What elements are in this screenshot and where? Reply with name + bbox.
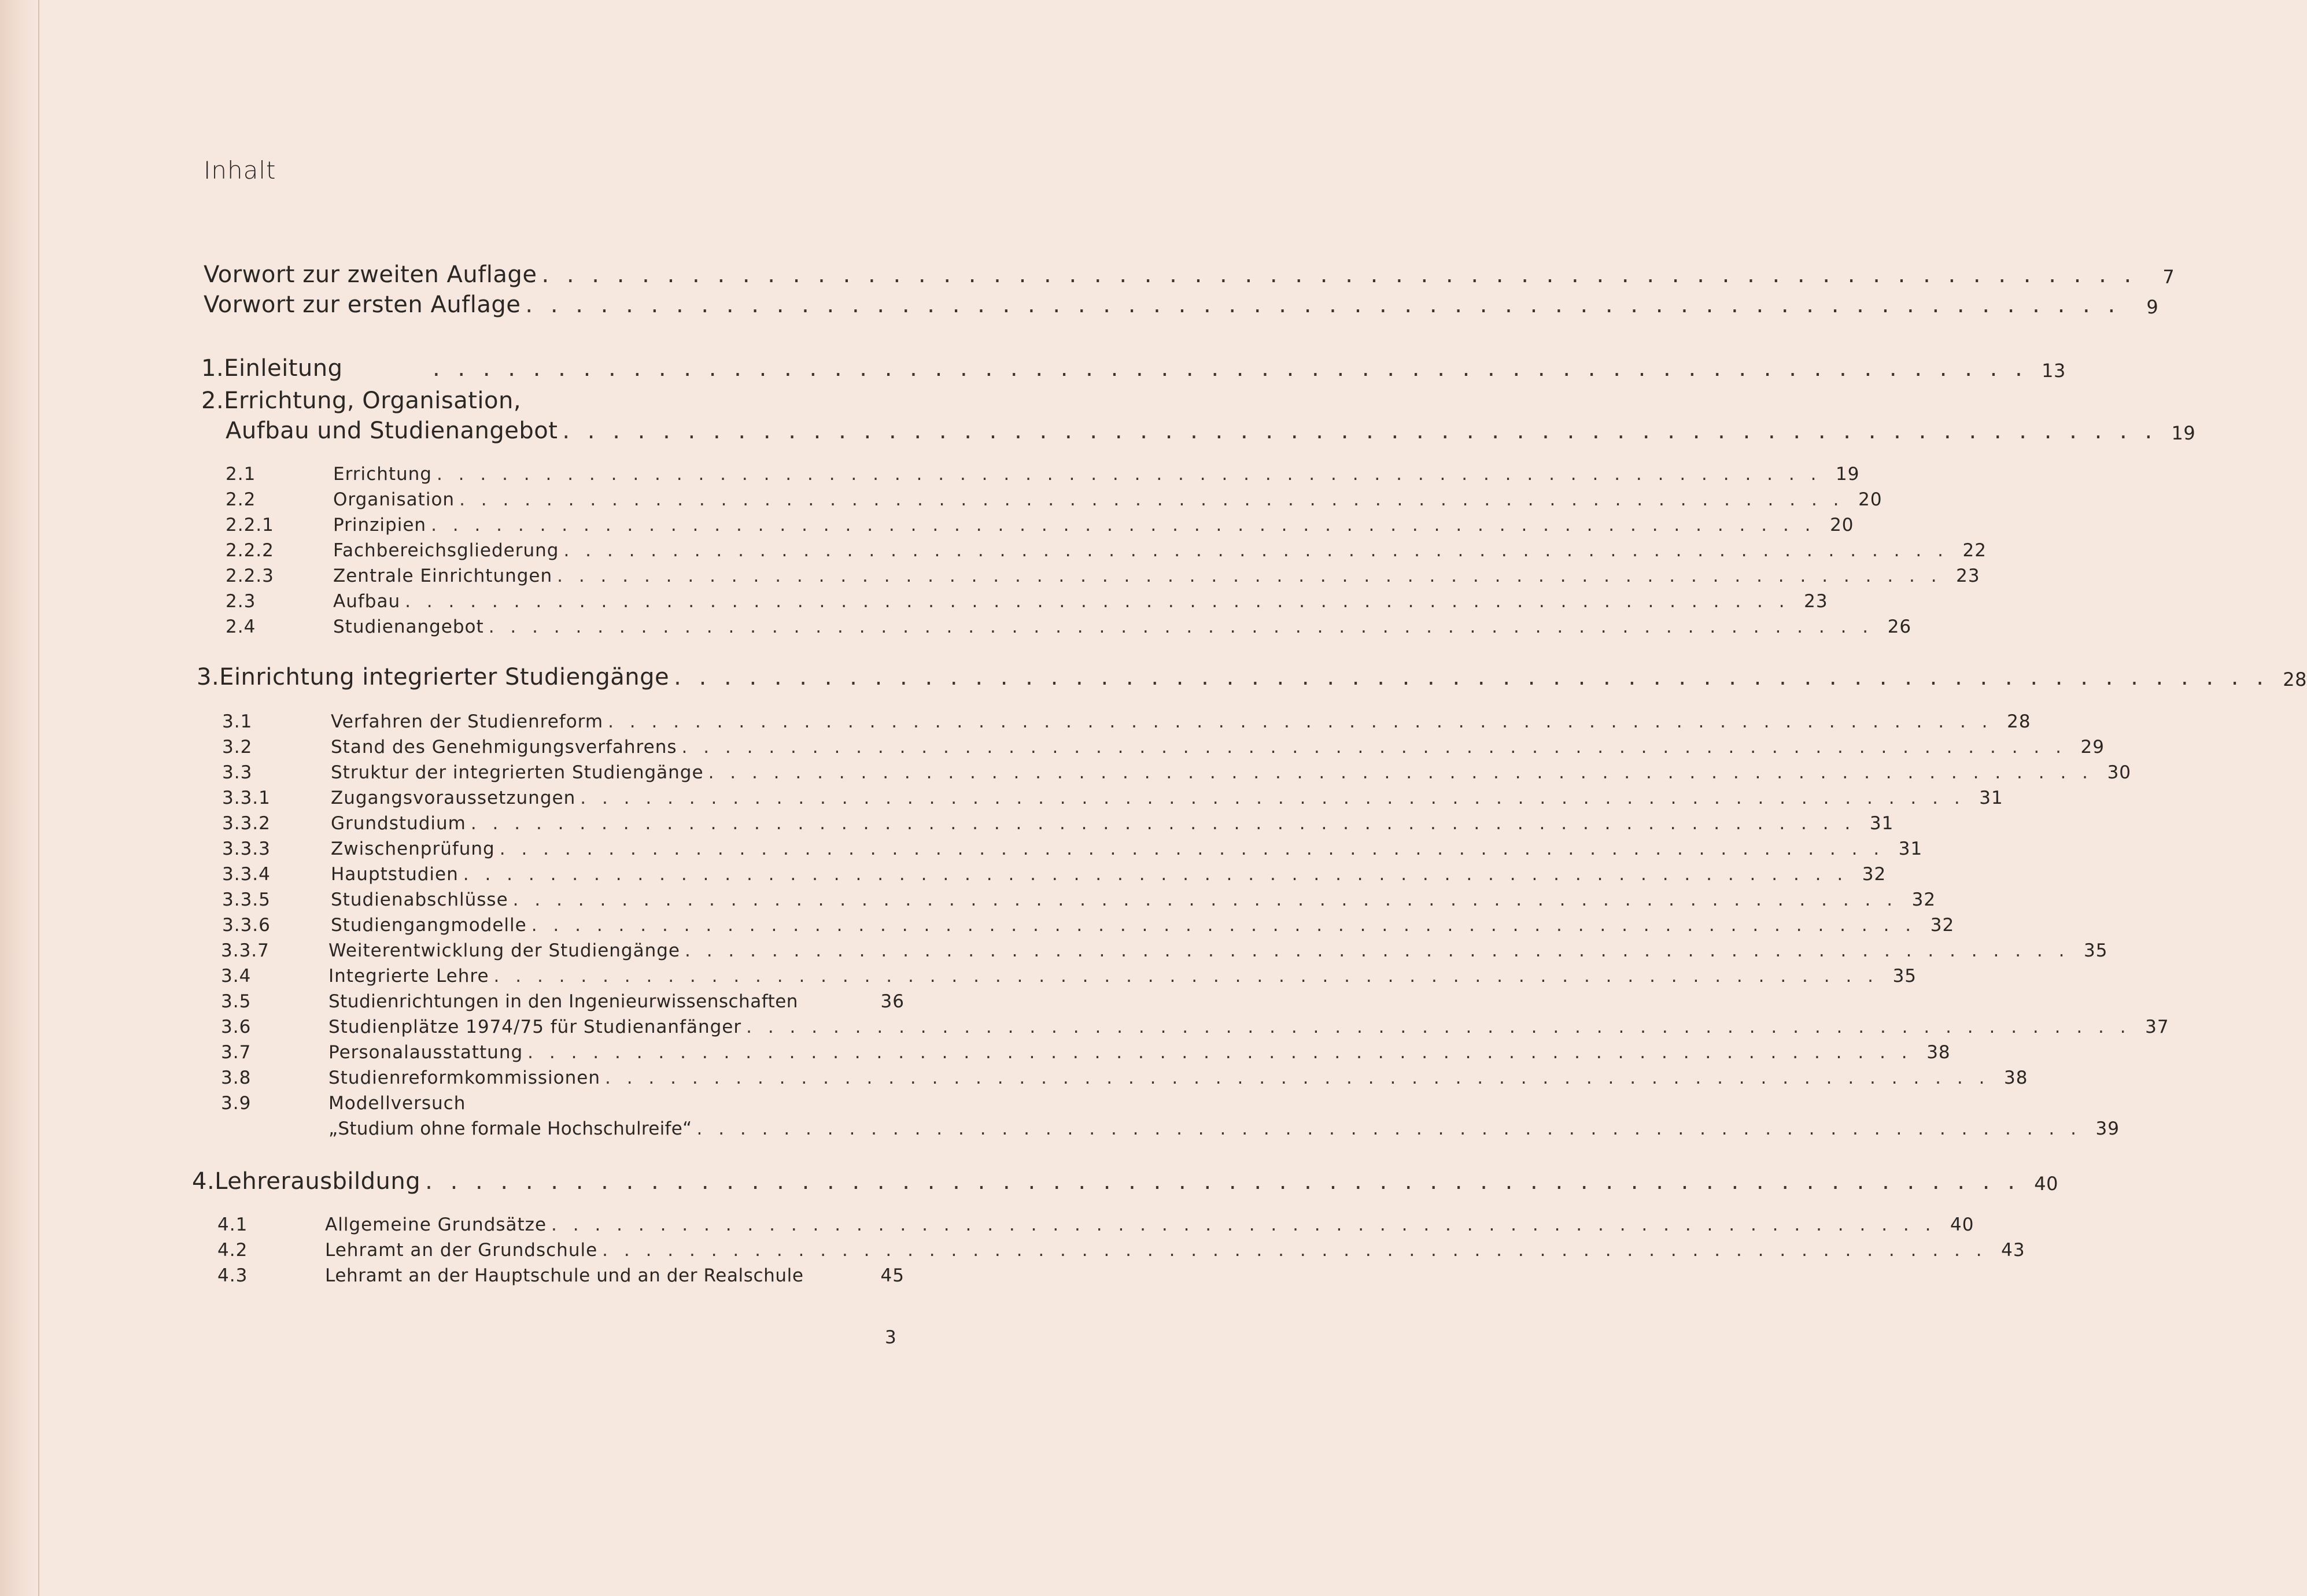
toc-leader-dots: . . . . . . . . . . . . . . . . . . . . . . . . . . . . . . . . . . . . . . . . . . . . . . . . . . . . . . . . . . . . . . . . [602,1240,1987,1261]
toc-entry-number: 3.3.4 [222,864,271,885]
toc-entry [226,489,1882,510]
toc-entry-title: Integrierte Lehre [328,966,489,987]
toc-entry [222,711,2031,732]
toc-entry-page: 31 [1869,813,1894,834]
toc-entry-title: „Studium ohne formale Hochschulreife“ [328,1118,692,1139]
toc-entry-number: 2.2.1 [226,515,274,535]
toc-chapter-title: 4.Lehrerausbildung [192,1168,421,1195]
toc-entry [226,591,1828,612]
toc-entry-number: 4.2 [217,1240,248,1261]
toc-entry-title: Allgemeine Grundsätze [325,1214,547,1235]
toc-entry-title: Modellversuch [328,1093,466,1114]
toc-entry-title: Studienrichtungen in den Ingenieurwissenschaften [328,991,798,1012]
toc-entry-number: 3.3 [222,762,253,783]
toc-entry-page: 35 [1892,966,1917,987]
toc-entry-page: 19 [1835,464,1860,485]
toc-entry [222,737,2105,758]
toc-leader-dots: . . . . . . . . . . . . . . . . . . . . . . . . . . . . . . . . . . . . . . . . . . . . . . . . . . . . . . . . . . . . . . . . [493,966,1879,987]
toc-entry-number: 3.3.2 [222,813,271,834]
toc-leader-dots: . . . . . . . . . . . . . . . . . . . . . . . . . . . . . . . . . . . . . . . . . . . . . . . . . . . . . . . . . . . . . . . . [499,838,1885,859]
toc-entry-title: Zugangsvoraussetzungen [331,788,576,808]
toc-leader-dots: . . . . . . . . . . . . . . . . . . . . . . . . . . . . . . . . . . . . . . . . . . . . . . . . . . . . . . . . . . . . . . . . [551,1214,1936,1235]
toc-entry-page: 39 [2095,1118,2120,1139]
toc-leader-dots: . . . . . . . . . . . . . . . . . . . . . . . . . . . . . . . . . . . . . . . . . . . . . . . . . . . . . . . . . . . . . . . . [746,1017,2131,1037]
book-gutter-line [38,0,39,1596]
toc-leader-dots: . . . . . . . . . . . . . . . . . . . . . . . . . . . . . . . . . . . . . . . . . . . . . . . . . . . . . . . . . . . . . . . . [512,889,1898,910]
toc-entry [226,616,1912,637]
toc-leader-dots: . . . . . . . . . . . . . . . . . . . . . . . . . . . . . . . . . . . . . . . . . . . . . . . . . . . . . . . . . . . . . . . . [431,515,1816,535]
toc-entry-page: 32 [1930,915,1955,936]
toc-leader-dots: . . . . . . . . . . . . . . . . . . . . . . . . . . . . . . . . . . . . . . . . . . . . . . . . . . . . . . . . . . . . . . . . [433,355,2028,382]
toc-entry-number: 3.9 [221,1093,252,1114]
toc-entry-page: 23 [1804,591,1828,612]
toc-entry-title: Studienabschlüsse [331,889,508,910]
toc-entry-title: Aufbau [333,591,401,612]
toc-entry-page: 36 [880,991,905,1012]
toc-entry-page: 29 [2080,737,2105,758]
toc-entry-number: 2.2 [226,489,256,510]
toc-entry [221,966,1917,987]
toc-entry-title: Studienplätze 1974/75 für Studienanfänger [328,1017,742,1037]
toc-entry-number: 3.1 [222,711,253,732]
toc-leader-dots: . . . . . . . . . . . . . . . . . . . . . . . . . . . . . . . . . . . . . . . . . . . . . . . . . . . . . . . . . . . . . . . . [696,1118,2081,1139]
toc-entry-number: 2.2.3 [226,566,274,586]
toc-chapter-page: 19 [2171,422,2196,444]
toc-entry-title: Fachbereichsgliederung [333,540,559,561]
toc-leader-dots: . . . . . . . . . . . . . . . . . . . . . . . . . . . . . . . . . . . . . . . . . . . . . . . . . . . . . . . . . . . . . . . . [557,566,1942,586]
toc-entry-number: 3.7 [221,1042,252,1063]
toc-entry-page: 20 [1858,489,1882,510]
toc-entry [222,838,1923,859]
toc-leader-dots: . . . . . . . . . . . . . . . . . . . . . . . . . . . . . . . . . . . . . . . . . . . . . . . . . . . . . . . . . . . . . . . . [531,915,1917,936]
toc-leader-dots: . . . . . . . . . . . . . . . . . . . . . . . . . . . . . . . . . . . . . . . . . . . . . . . . . . . . . . . . . . . . . . . . [459,489,1844,510]
toc-entry-page: 45 [880,1265,905,1286]
toc-leader-dots: . . . . . . . . . . . . . . . . . . . . . . . . . . . . . . . . . . . . . . . . . . . . . . . . . . . . . . . . . . . . . . . . [527,1042,1913,1063]
toc-entry-title: Grundstudium [331,813,466,834]
toc-chapter-title: Aufbau und Studienangebot [226,418,558,444]
toc-entry-page: 7 [2162,266,2175,288]
toc-entry-title: Lehramt an der Grundschule [325,1240,598,1261]
toc-entry-title: Hauptstudien [331,864,459,885]
toc-entry-page: 35 [2084,940,2108,961]
toc-entry-page: 20 [1830,515,1854,535]
toc-entry [221,940,2108,961]
toc-entry-number: 2.4 [226,616,256,637]
toc-chapter-2-line2 [226,418,2196,444]
toc-entry-page: 31 [1979,788,2003,808]
book-spine-shadow [0,0,38,1596]
toc-entry-page: 37 [2145,1017,2169,1037]
toc-entry [222,788,2003,808]
toc-entry-vorwort-zweite [204,261,2175,288]
toc-entry [217,1240,2025,1261]
toc-entry-title: Weiterentwicklung der Studiengänge [328,940,680,961]
toc-entry [222,864,1887,885]
toc-chapter-3 [197,664,2307,690]
toc-leader-dots: . . . . . . . . . . . . . . . . . . . . . . . . . . . . . . . . . . . . . . . . . . . . . . . . . . . . . . . . . . . . . . . . [563,540,1948,561]
toc-entry [217,1214,1974,1235]
toc-leader-dots: . . . . . . . . . . . . . . . . . . . . . . . . . . . . . . . . . . . . . . . . . . . . . . . . . . . . . . . . . . . . . . . . [541,261,2137,288]
toc-entry-number: 2.2.2 [226,540,274,561]
toc-entry-number: 4.3 [217,1265,248,1286]
toc-chapter-title: 2.Errichtung, Organisation, [201,387,522,414]
toc-entry-title: Studienreformkommissionen [328,1067,600,1088]
toc-entry-number: 3.6 [221,1017,252,1037]
toc-entry [221,1093,905,1114]
toc-leader-dots: . . . . . . . . . . . . . . . . . . . . . . . . . . . . . . . . . . . . . . . . . . . . . . . . . . . . . . . . . . . . . . . . [425,1168,2020,1195]
toc-chapter-page: 40 [2034,1173,2058,1195]
toc-chapter-title: 1.Einleitung [201,355,343,382]
toc-leader-dots: . . . . . . . . . . . . . . . . . . . . . . . . . . . . . . . . . . . . . . . . . . . . . . . . . . . . . . . . . . . . . . . . [436,464,1822,485]
toc-entry-title: Stand des Genehmigungsverfahrens [331,737,677,758]
toc-leader-dots: . . . . . . . . . . . . . . . . . . . . . . . . . . . . . . . . . . . . . . . . . . . . . . . . . . . . . . . . . . . . . . . . [488,616,1874,637]
toc-entry-number: 2.1 [226,464,256,485]
page-heading: Inhalt [204,156,276,184]
toc-leader-dots: . . . . . . . . . . . . . . . . . . . . . . . . . . . . . . . . . . . . . . . . . . . . . . . . . . . . . . . . . . . . . . . . [608,711,1993,732]
toc-chapter-title: 3.Einrichtung integrierter Studiengänge [197,664,670,690]
toc-entry [222,915,1955,936]
toc-entry [217,1265,905,1286]
toc-entry-page: 43 [2001,1240,2025,1261]
toc-leader-dots: . . . . . . . . . . . . . . . . . . . . . . . . . . . . . . . . . . . . . . . . . . . . . . . . . . . . . . . . . . . . . . . . [685,940,2070,961]
toc-entry-title: Zwischenprüfung [331,838,495,859]
toc-chapter-2-line1 [201,387,905,414]
toc-entry-page: 32 [1862,864,1887,885]
toc-entry [226,540,1987,561]
toc-entry-page: 26 [1887,616,1912,637]
toc-entry [226,464,1860,485]
toc-entry [222,762,2132,783]
toc-entry-vorwort-erste [204,291,2159,318]
toc-leader-dots: . . . . . . . . . . . . . . . . . . . . . . . . . . . . . . . . . . . . . . . . . . . . . . . . . . . . . . . . . . . . . . . . [525,291,2121,318]
toc-entry-number: 2.3 [226,591,256,612]
toc-chapter-4 [192,1168,2058,1195]
toc-entry [222,889,1936,910]
toc-entry-page: 40 [1950,1214,1974,1235]
toc-entry [222,813,1894,834]
toc-entry-number: 3.3.5 [222,889,271,910]
page-number: 3 [885,1327,896,1348]
toc-entry-number: 3.3.1 [222,788,271,808]
toc-entry-number: 3.2 [222,737,253,758]
toc-entry-number: 3.8 [221,1067,252,1088]
toc-chapter-page: 13 [2042,360,2066,382]
toc-leader-dots: . . . . . . . . . . . . . . . . . . . . . . . . . . . . . . . . . . . . . . . . . . . . . . . . . . . . . . . . . . . . . . . . [562,418,2158,444]
toc-entry [221,1118,2120,1139]
toc-entry-title: Vorwort zur zweiten Auflage [204,261,537,288]
toc-entry-page: 38 [1926,1042,1951,1063]
toc-entry-title: Organisation [333,489,455,510]
toc-entry [226,566,1980,586]
toc-entry-title: Prinzipien [333,515,427,535]
toc-entry-page: 31 [1898,838,1923,859]
toc-entry-title: Zentrale Einrichtungen [333,566,553,586]
toc-entry-number: 3.4 [221,966,252,987]
toc-entry [221,991,905,1012]
toc-entry-number: 3.3.3 [222,838,271,859]
toc-leader-dots: . . . . . . . . . . . . . . . . . . . . . . . . . . . . . . . . . . . . . . . . . . . . . . . . . . . . . . . . . . . . . . . . [604,1067,1990,1088]
toc-entry-title: Struktur der integrierten Studiengänge [331,762,704,783]
toc-entry-title: Personalausstattung [328,1042,523,1063]
toc-entry-page: 30 [2107,762,2132,783]
toc-entry-number: 3.3.6 [222,915,271,936]
toc-entry-page: 32 [1911,889,1936,910]
toc-entry-title: Studienangebot [333,616,484,637]
toc-chapter-page: 28 [2283,668,2307,690]
toc-entry [221,1017,2169,1037]
toc-entry [221,1067,2028,1088]
toc-chapter-1 [201,355,2066,382]
toc-entry [226,515,1854,535]
toc-entry-number: 4.1 [217,1214,248,1235]
toc-entry-title: Studiengangmodelle [331,915,527,936]
toc-leader-dots: . . . . . . . . . . . . . . . . . . . . . . . . . . . . . . . . . . . . . . . . . . . . . . . . . . . . . . . . . . . . . . . . [470,813,1856,834]
toc-entry-page: 38 [2004,1067,2028,1088]
toc-leader-dots: . . . . . . . . . . . . . . . . . . . . . . . . . . . . . . . . . . . . . . . . . . . . . . . . . . . . . . . . . . . . . . . . [708,762,2094,783]
toc-entry-title: Vorwort zur ersten Auflage [204,291,521,318]
toc-entry-number: 3.3.7 [221,940,270,961]
toc-entry-page: 22 [1962,540,1987,561]
toc-entry-title: Errichtung [333,464,432,485]
toc-entry-title: Verfahren der Studienreform [331,711,604,732]
toc-entry [221,1042,1951,1063]
toc-leader-dots: . . . . . . . . . . . . . . . . . . . . . . . . . . . . . . . . . . . . . . . . . . . . . . . . . . . . . . . . . . . . . . . . [405,591,1790,612]
toc-entry-page: 9 [2146,296,2159,318]
toc-entry-title: Lehramt an der Hauptschule und an der Realschule [325,1265,804,1286]
toc-leader-dots: . . . . . . . . . . . . . . . . . . . . . . . . . . . . . . . . . . . . . . . . . . . . . . . . . . . . . . . . . . . . . . . . [580,788,1965,808]
toc-entry-number: 3.5 [221,991,252,1012]
toc-entry-page: 28 [2007,711,2031,732]
toc-leader-dots: . . . . . . . . . . . . . . . . . . . . . . . . . . . . . . . . . . . . . . . . . . . . . . . . . . . . . . . . . . . . . . . . [674,664,2269,690]
toc-leader-dots: . . . . . . . . . . . . . . . . . . . . . . . . . . . . . . . . . . . . . . . . . . . . . . . . . . . . . . . . . . . . . . . . [681,737,2066,758]
toc-leader-dots: . . . . . . . . . . . . . . . . . . . . . . . . . . . . . . . . . . . . . . . . . . . . . . . . . . . . . . . . . . . . . . . . [463,864,1848,885]
toc-entry-page: 23 [1956,566,1980,586]
